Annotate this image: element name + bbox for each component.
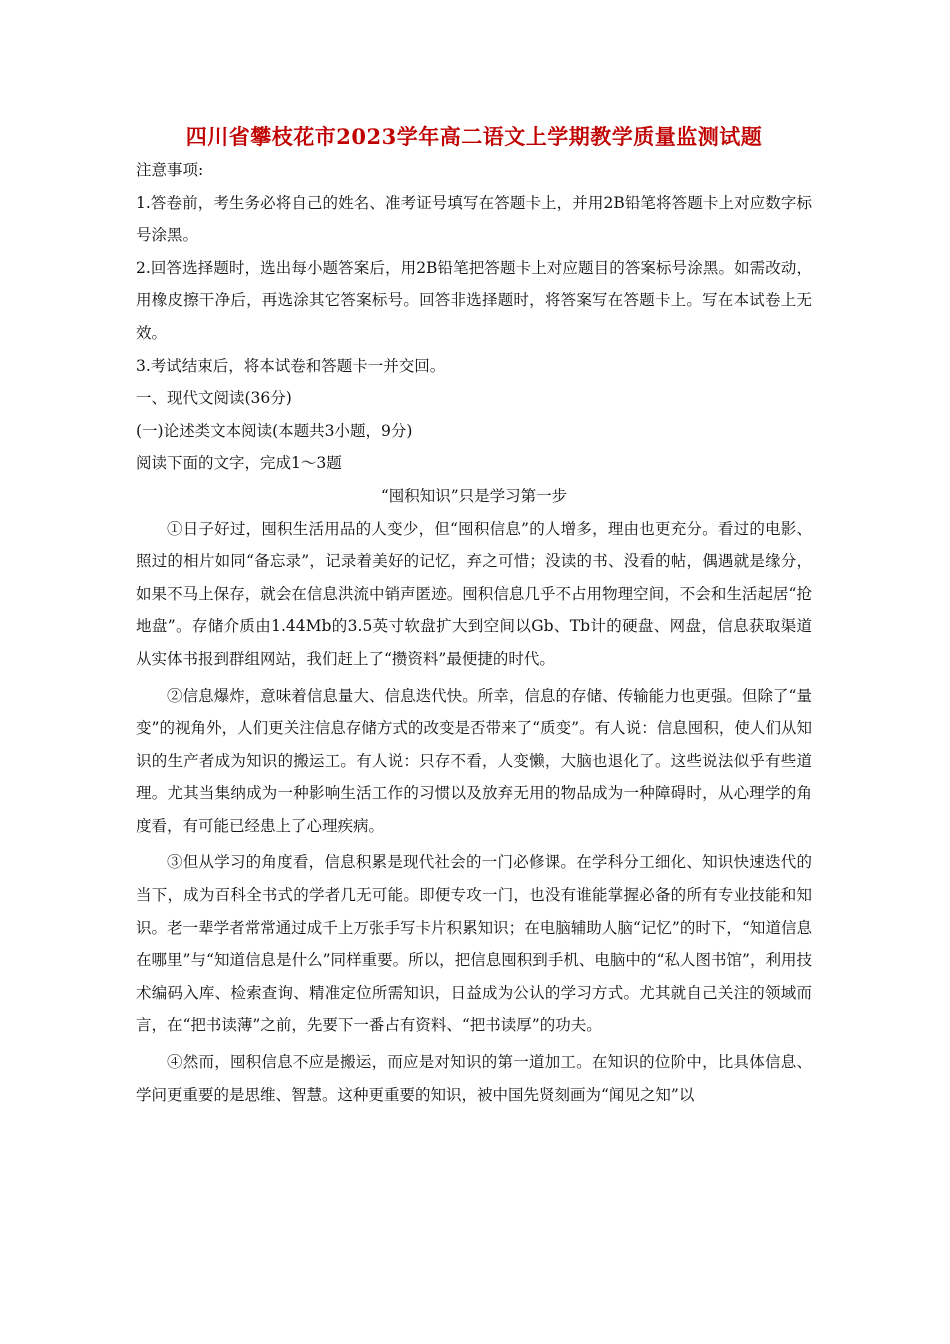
section-heading: 一、现代文阅读(36分) — [136, 389, 292, 408]
article-paragraph-2: ②信息爆炸，意味着信息量大、信息迭代快。所幸，信息的存储、传输能力也更强。但除了“量变”的视角外，人们更关注信息存储方式的改变是否带来了“质变”。有人说：信息囤积，使人们从知识的生产者成为知识的搬运工。有人说：只存不看，人变懒，大脑也退化了。这些说法似乎有些道理。尤其当集纳成为一种影响生活工作的习惯以及放弃无用的物品成为一种障碍时，从心理学的角度看，有可能已经患上了心理疾病。 — [136, 686, 812, 835]
article-paragraph-3: ③但从学习的角度看，信息积累是现代社会的一门必修课。在学科分工细化、知识快速迭代的当下，成为百科全书式的学者几无可能。即便专攻一门，也没有谁能掌握必备的所有专业技能和知识。老一辈学者常常通过成千上万张手写卡片积累知识；在电脑辅助人脑“记忆”的时下，“知道信息在哪里”与“知道信息是什么”同样重要。所以，把信息囤积到手机、电脑中的“私人图书馆”，利用技术编码入库、检索查询、精准定位所需知识，日益成为公认的学习方式。尤其就自己关注的领域而言，在“把书读薄”之前，先要下一番占有资料、“把书读厚”的功夫。 — [136, 853, 812, 1035]
notice-heading: 注意事项: — [136, 161, 204, 179]
document-title: 四川省攀枝花市2023学年高二语文上学期教学质量监测试题 — [185, 124, 763, 149]
notice-item-2: 2.回答选择题时，选出每小题答案后，用2B铅笔把答题卡上对应题目的答案标号涂黑。如需改动，用橡皮擦干净后，再选涂其它答案标号。回答非选择题时，将答案写在答题卡上。写在本试卷上无效。 — [136, 258, 812, 342]
document-page — [136, 122, 812, 1111]
article-paragraph-4: ④然而，囤积信息不应是搬运，而应是对知识的第一道加工。在知识的位阶中，比具体信息、学问更重要的是思维、智慧。这种更重要的知识，被中国先贤刻画为“闻见之知”以 — [136, 1053, 812, 1104]
notice-item-1: 1.答卷前，考生务必将自己的姓名、准考证号填写在答题卡上，并用2B铅笔将答题卡上对应数字标号涂黑。 — [136, 193, 812, 245]
article-title: “囤积知识”只是学习第一步 — [380, 486, 568, 505]
article-paragraph-1: ①日子好过，囤积生活用品的人变少，但“囤积信息”的人增多，理由也更充分。看过的电影、照过的相片如同“备忘录”，记录着美好的记忆，弃之可惜；没读的书、没看的帖，偶遇就是缘分，如果不马上保存，就会在信息洪流中销声匿迹。囤积信息几乎不占用物理空间，不会和生活起居“抢地盘”。存储介质由1.44Mb的3.5英寸软盘扩大到空间以Gb、Tb计的硬盘、网盘，信息获取渠道从实体书报到群组网站，我们赶上了“攒资料”最便捷的时代。 — [136, 519, 812, 668]
notice-item-3: 3.考试结束后，将本试卷和答题卡一并交回。 — [136, 356, 446, 375]
reading-instruction: 阅读下面的文字，完成1～3题 — [136, 454, 342, 473]
subsection-heading: (一)论述类文本阅读(本题共3小题，9分) — [136, 421, 413, 440]
